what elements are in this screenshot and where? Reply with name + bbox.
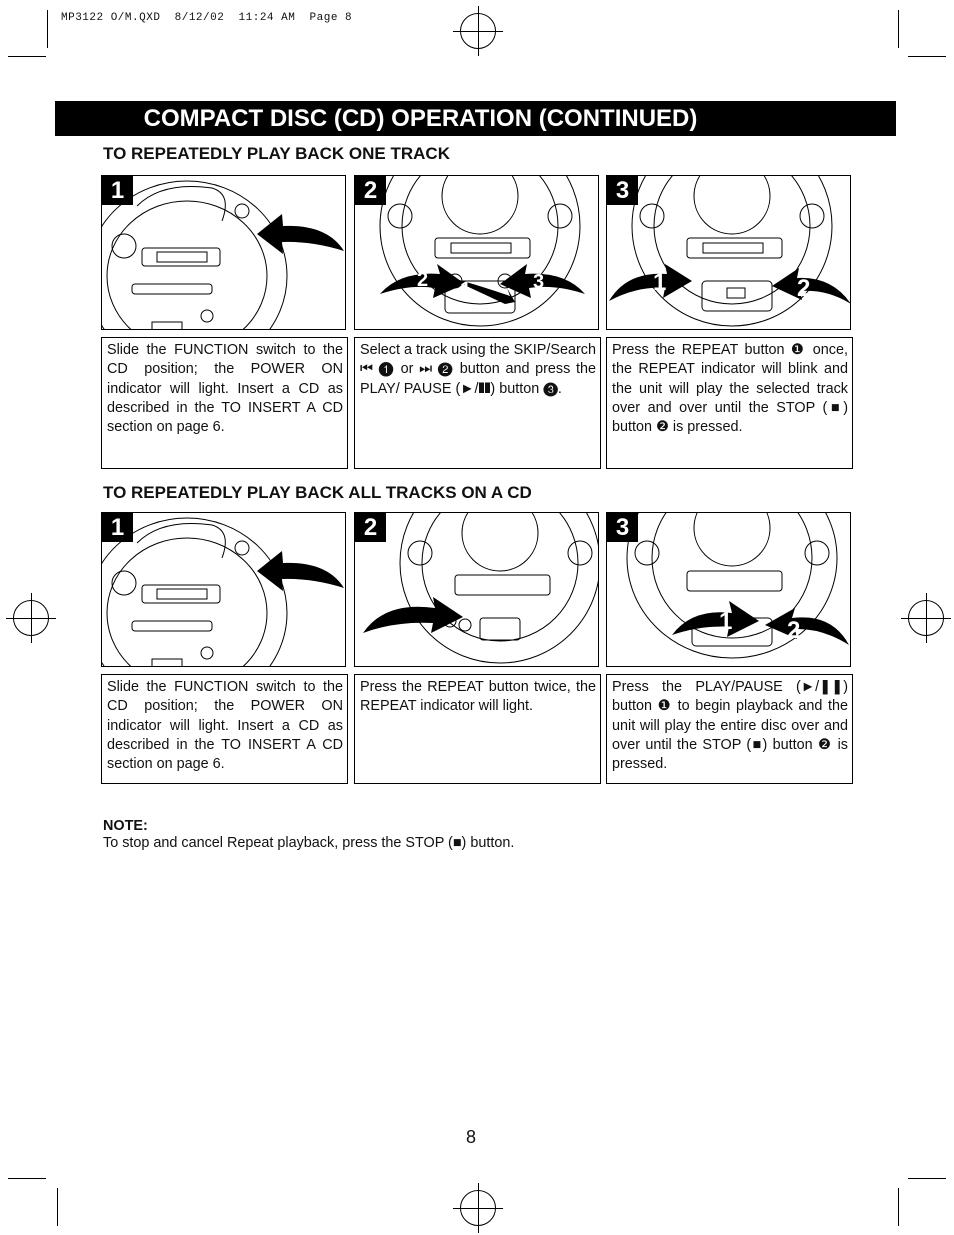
print-slug: MP3122 O/M.QXD 8/12/02 11:24 AM Page 8 xyxy=(61,12,353,24)
callout-number: 1 xyxy=(653,269,667,296)
step-instruction-text: Slide the FUNCTION switch to the CD position; the POWER ON indicator will light. Insert a CD as described in the TO INSERT A CD section on page 6. xyxy=(101,674,348,784)
step-instruction-text: Slide the FUNCTION switch to the CD position; the POWER ON indicator will light. Insert a CD as described in the TO INSERT A CD section on page 6. xyxy=(101,337,348,469)
note-block xyxy=(103,818,514,851)
callout-number: 2 xyxy=(787,617,801,644)
step-illustration xyxy=(606,175,851,330)
step-number-badge: 1 xyxy=(102,513,133,542)
step-number-badge: 3 xyxy=(607,176,638,205)
note-label: NOTE: xyxy=(103,818,148,834)
note-text: To stop and cancel Repeat playback, press the STOP (■) button. xyxy=(103,835,515,851)
crop-mark xyxy=(898,1188,899,1226)
page-title-banner xyxy=(55,101,896,136)
step-number-badge: 2 xyxy=(355,176,386,205)
callout-number: 3 xyxy=(533,271,545,293)
registration-mark-icon xyxy=(13,600,49,636)
callout-number: 1 xyxy=(719,608,733,635)
crop-mark xyxy=(8,1178,46,1179)
step-number-badge: 3 xyxy=(607,513,638,542)
registration-mark-icon xyxy=(908,600,944,636)
step-number-badge: 2 xyxy=(355,513,386,542)
crop-mark xyxy=(47,10,48,48)
step-instruction-text: Press the REPEAT button twice, the REPEAT indicator will light. xyxy=(354,674,601,784)
callout-number: 2 xyxy=(797,275,811,302)
cd-player-illustration xyxy=(355,176,599,330)
step-illustration xyxy=(101,512,346,667)
crop-mark xyxy=(57,1188,58,1226)
cd-player-illustration xyxy=(355,513,599,667)
step-illustration xyxy=(354,512,599,667)
step-illustration xyxy=(606,512,851,667)
registration-mark-icon xyxy=(460,13,496,49)
step-instruction-text: Press the REPEAT button ❶ once, the REPEAT indicator will blink and the unit will play the selected track over and over until the STOP (■) button ❷ is pressed. xyxy=(606,337,853,469)
section-heading-one-track: TO REPEATEDLY PLAY BACK ONE TRACK xyxy=(103,144,450,163)
callout-number: 2 xyxy=(417,269,429,291)
step-number-badge: 1 xyxy=(102,176,133,205)
section-heading-all-tracks: TO REPEATEDLY PLAY BACK ALL TRACKS ON A CD xyxy=(103,483,532,502)
cd-player-illustration xyxy=(102,513,346,667)
step-illustration xyxy=(354,175,599,330)
step-illustration xyxy=(101,175,346,330)
registration-mark-icon xyxy=(460,1190,496,1226)
cd-player-illustration xyxy=(102,176,346,330)
callout-number: 1 xyxy=(460,279,472,301)
crop-mark xyxy=(898,10,899,48)
page-number: 8 xyxy=(466,1127,477,1147)
cd-player-illustration xyxy=(607,176,851,330)
page-title: COMPACT DISC (CD) OPERATION (CONTINUED) xyxy=(143,104,698,132)
crop-mark xyxy=(908,1178,946,1179)
cd-player-illustration xyxy=(607,513,851,667)
step-instruction-text: Select a track using the SKIP/Search ⏮ ❶ or ⏭ ❷ button and press the PLAY/ PAUSE (►/❚❚) button ❸. xyxy=(354,337,601,469)
crop-mark xyxy=(908,56,946,57)
crop-mark xyxy=(8,56,46,57)
step-instruction-text: Press the PLAY/PAUSE (►/❚❚) button ❶ to begin playback and the unit will play the entire disc over and over until the STOP (■) button ❷ is pressed. xyxy=(606,674,853,784)
